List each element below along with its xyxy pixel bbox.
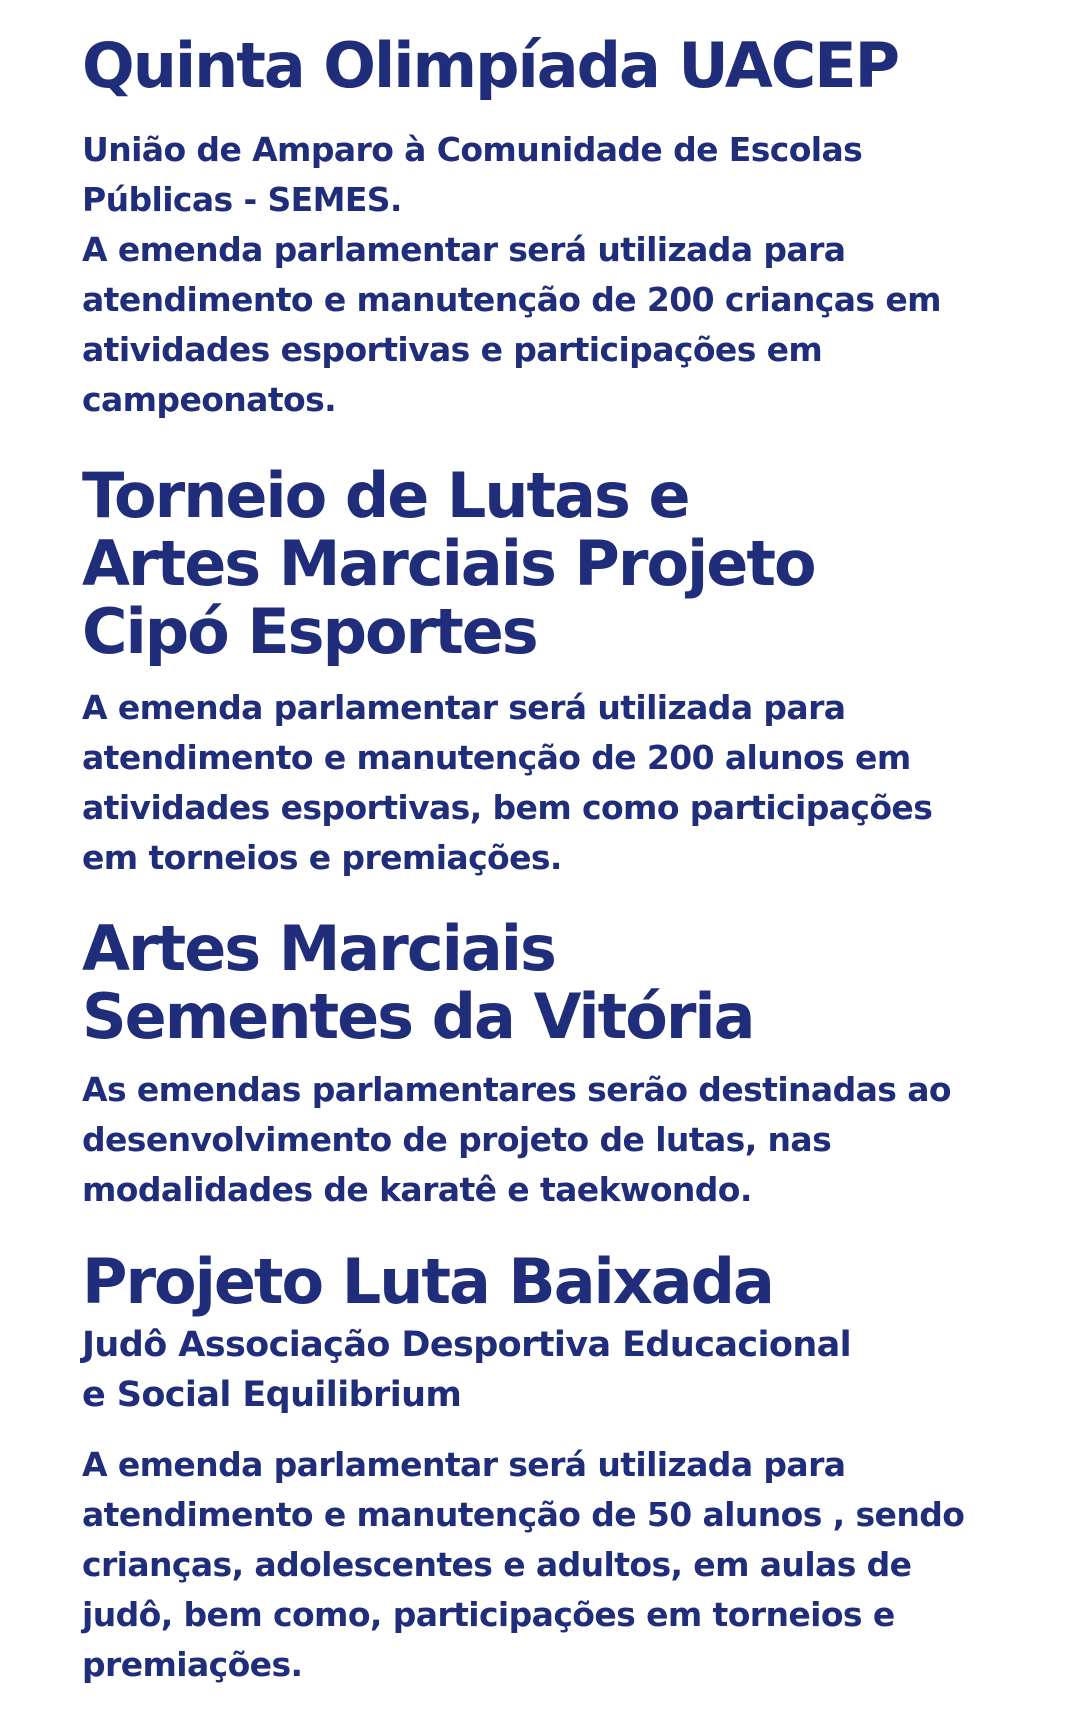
section-3-body: As emendas parlamentares serão destinadas ao desenvolvimento de projeto de lutas, nas modalidades de karatê e taekwondo.	[82, 1070, 951, 1209]
section-1-body: União de Amparo à Comunidade de Escolas Públicas - SEMES. A emenda parlamentar será utilizada para atendimento e manutenção de 200 crianças em atividades esportivas e participações em campeonatos.	[82, 130, 941, 419]
section-3-title: Artes Marciais Sementes da Vitória	[82, 912, 754, 1053]
section-4-body: A emenda parlamentar será utilizada para atendimento e manutenção de 50 alunos , sendo crianças, adolescentes e adultos, em aulas de judô, bem como, participações em torneios e premiações.	[82, 1445, 965, 1684]
section-2-body: A emenda parlamentar será utilizada para atendimento e manutenção de 200 alunos em atividades esportivas, bem como participações em torneios e premiações.	[82, 688, 933, 877]
section-2-title: Torneio de Lutas e Artes Marciais Projeto Cipó Esportes	[82, 459, 815, 668]
section-4-title: Projeto Luta Baixada	[82, 1245, 773, 1318]
section-1-title: Quinta Olimpíada UACEP	[82, 29, 899, 102]
section-4-subtitle: Judô Associação Desportiva Educacional e Social Equilibrium	[82, 1325, 852, 1415]
